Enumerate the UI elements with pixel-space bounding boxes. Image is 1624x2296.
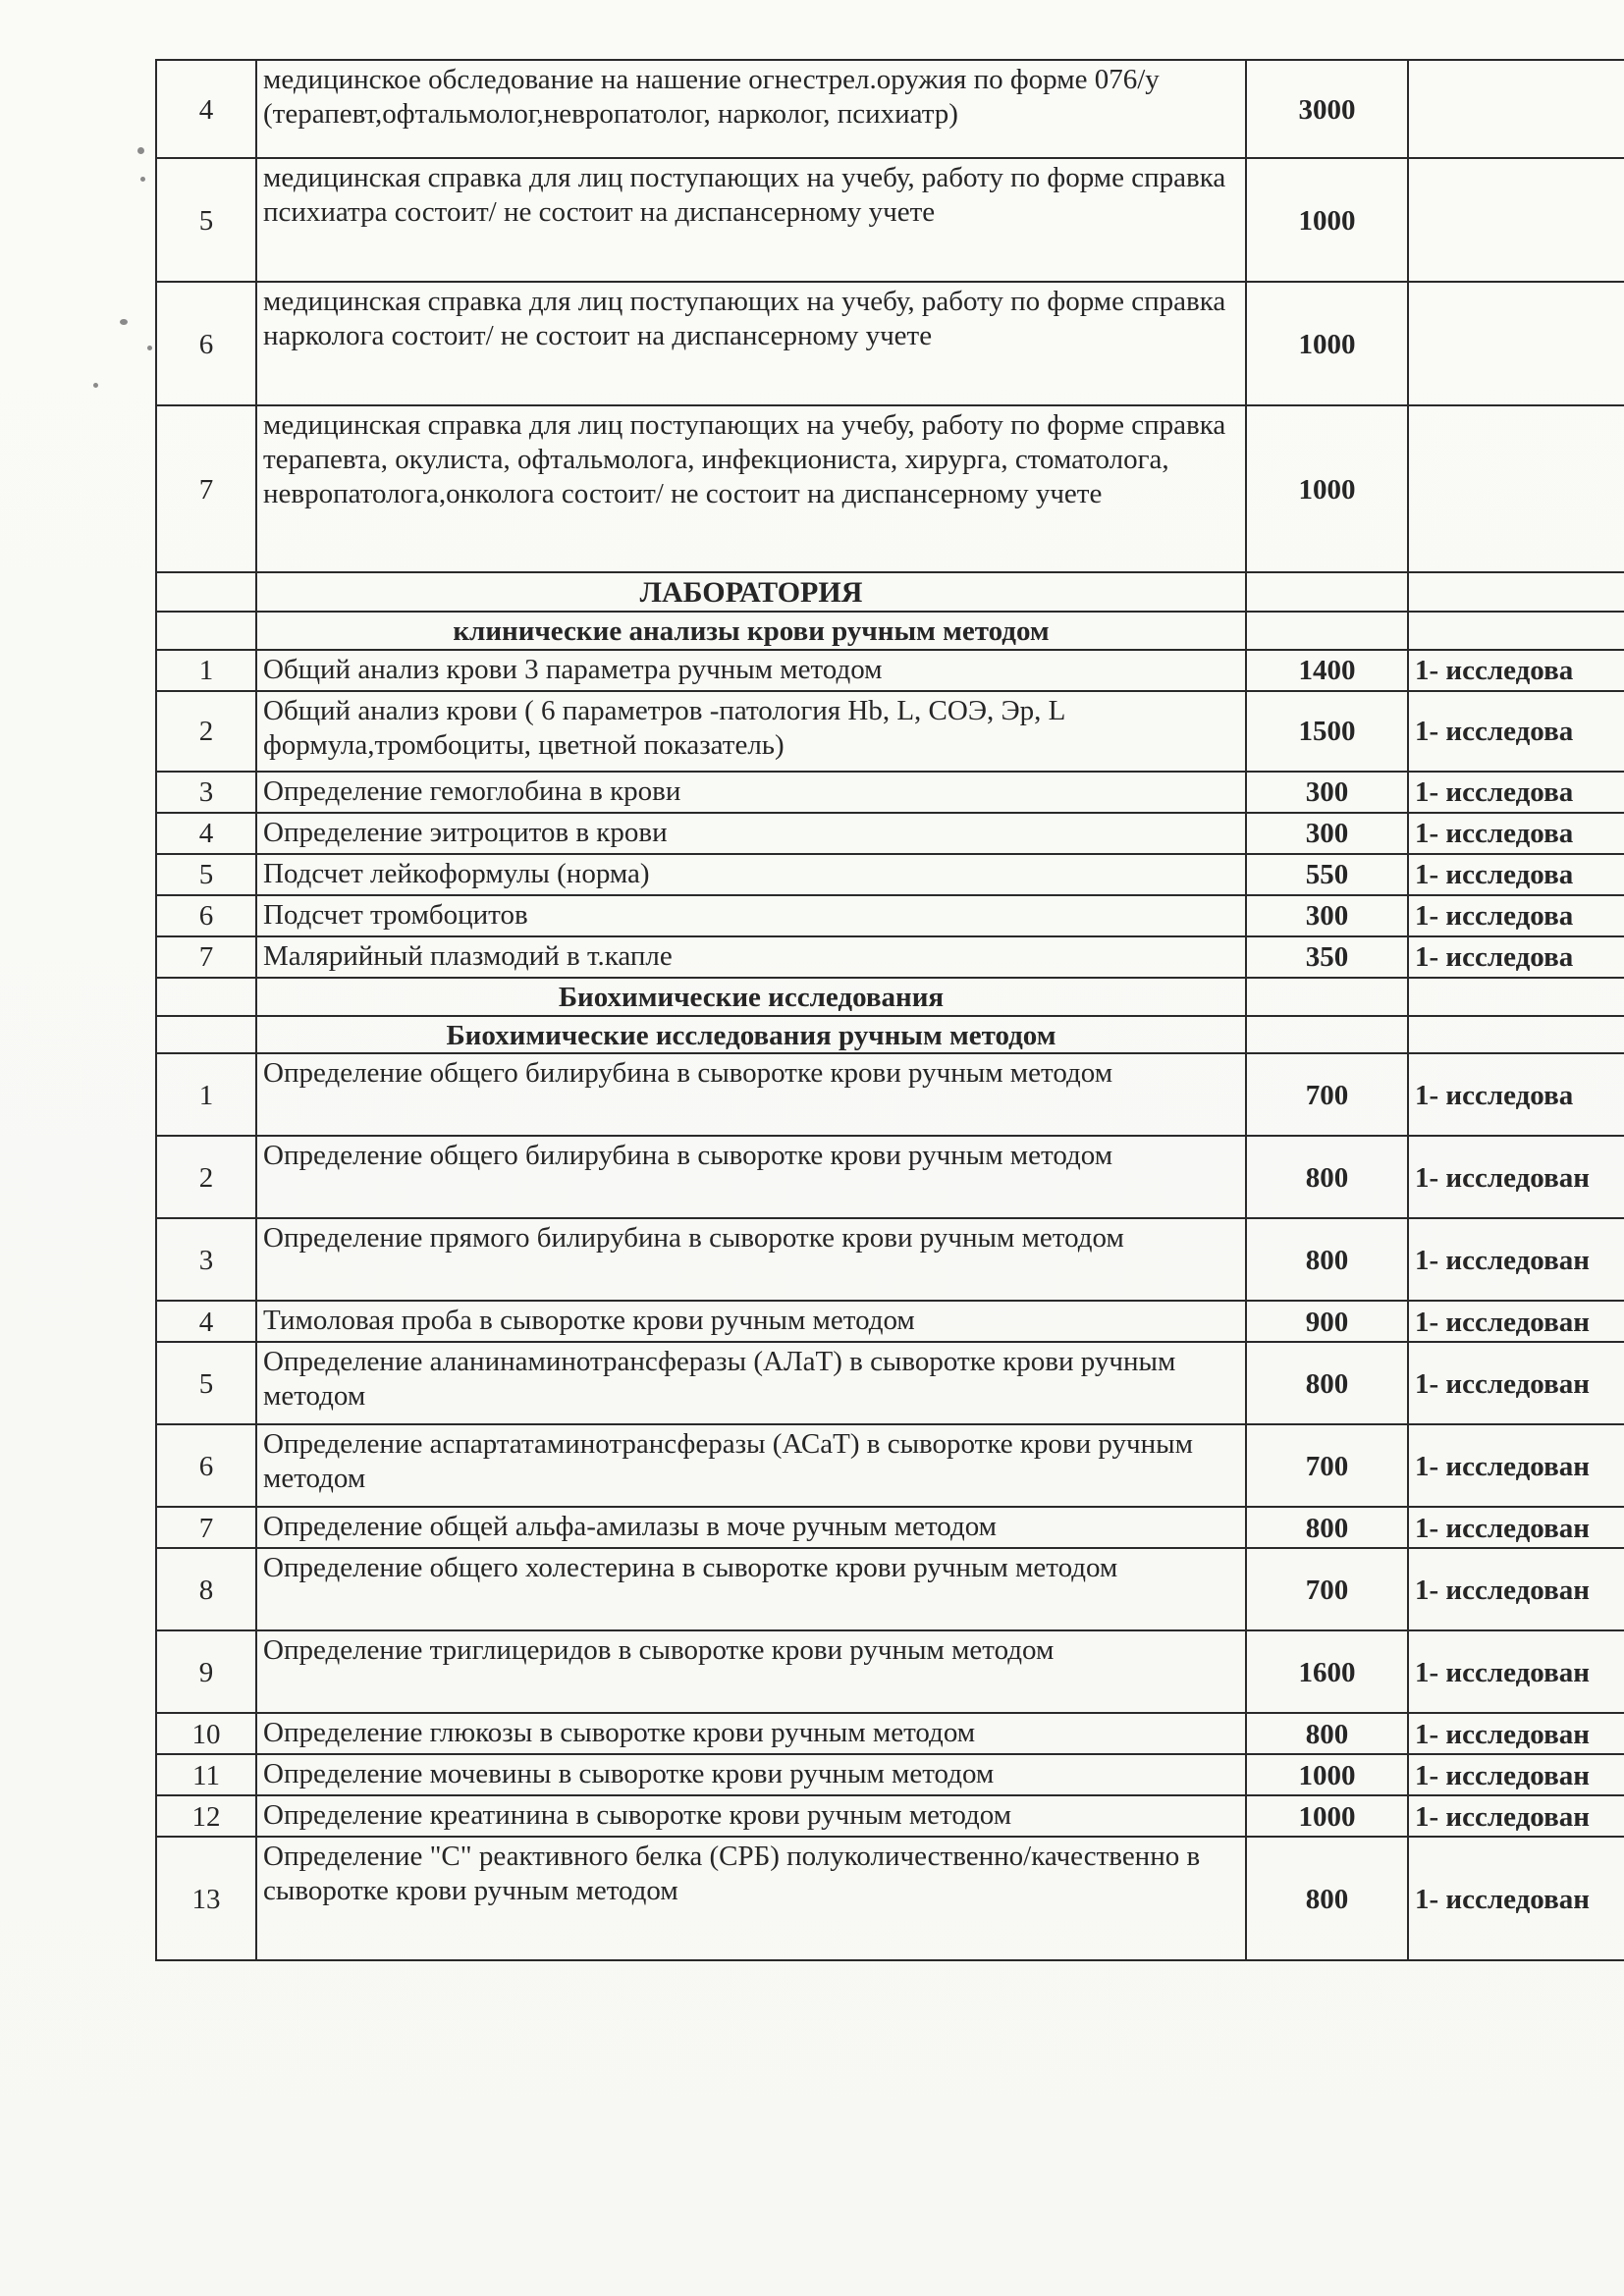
row-number: 6 <box>156 895 256 936</box>
service-price: 700 <box>1246 1424 1408 1507</box>
table-row <box>156 1837 1624 1960</box>
service-price: 300 <box>1246 772 1408 813</box>
service-unit: 1- исследова <box>1408 854 1624 895</box>
table-row <box>156 1795 1624 1837</box>
service-unit <box>1408 1016 1624 1054</box>
service-description: медицинская справка для лиц поступающих на учебу, работу по форме справка терапевта, окулиста, офтальмолога, инфекциониста, хирурга, стоматолога, невропатолога,онколога состоит/ не состоит на диспансерному учете <box>256 405 1246 572</box>
service-unit: 1- исследова <box>1408 936 1624 978</box>
service-description: Определение аланинаминотрансферазы (АЛаТ) в сыворотке крови ручным методом <box>256 1342 1246 1424</box>
service-price <box>1246 1016 1408 1054</box>
service-description: Определение прямого билирубина в сыворотке крови ручным методом <box>256 1218 1246 1301</box>
service-unit <box>1408 60 1624 158</box>
row-number: 5 <box>156 854 256 895</box>
service-unit: 1- исследова <box>1408 813 1624 854</box>
scan-speck <box>140 177 145 182</box>
scan-speck <box>147 346 152 350</box>
table-row <box>156 1218 1624 1301</box>
row-number: 6 <box>156 282 256 405</box>
table-row <box>156 1630 1624 1713</box>
service-description: Определение мочевины в сыворотке крови ручным методом <box>256 1754 1246 1795</box>
section-title: ЛАБОРАТОРИЯ <box>256 572 1246 612</box>
scan-speck <box>120 319 128 325</box>
service-unit <box>1408 405 1624 572</box>
service-price: 1000 <box>1246 282 1408 405</box>
service-unit <box>1408 572 1624 612</box>
row-number: 1 <box>156 1053 256 1136</box>
row-number: 7 <box>156 936 256 978</box>
service-unit: 1- исследова <box>1408 895 1624 936</box>
row-number: 9 <box>156 1630 256 1713</box>
service-price: 900 <box>1246 1301 1408 1342</box>
table-row <box>156 854 1624 895</box>
service-price: 700 <box>1246 1548 1408 1630</box>
row-number <box>156 1016 256 1054</box>
service-unit: 1- исследован <box>1408 1630 1624 1713</box>
subsection-header-row <box>156 612 1624 650</box>
table-row <box>156 282 1624 405</box>
row-number: 6 <box>156 1424 256 1507</box>
service-unit: 1- исследован <box>1408 1548 1624 1630</box>
table-row <box>156 650 1624 691</box>
row-number: 4 <box>156 813 256 854</box>
table-row <box>156 1053 1624 1136</box>
service-description: Определение креатинина в сыворотке крови ручным методом <box>256 1795 1246 1837</box>
service-unit <box>1408 282 1624 405</box>
service-price: 700 <box>1246 1053 1408 1136</box>
service-unit: 1- исследован <box>1408 1301 1624 1342</box>
service-unit: 1- исследован <box>1408 1218 1624 1301</box>
service-price: 350 <box>1246 936 1408 978</box>
service-price: 1600 <box>1246 1630 1408 1713</box>
scan-speck <box>137 147 144 154</box>
service-description: Определение общего билирубина в сыворотке крови ручным методом <box>256 1136 1246 1218</box>
subsection-title: Биохимические исследования <box>256 978 1246 1016</box>
row-number: 4 <box>156 1301 256 1342</box>
service-description: Общий анализ крови 3 параметра ручным методом <box>256 650 1246 691</box>
service-unit: 1- исследован <box>1408 1342 1624 1424</box>
row-number <box>156 978 256 1016</box>
service-unit: 1- исследова <box>1408 691 1624 772</box>
service-unit: 1- исследован <box>1408 1136 1624 1218</box>
service-unit: 1- исследован <box>1408 1754 1624 1795</box>
subsection-title: Биохимические исследования ручным методом <box>256 1016 1246 1054</box>
service-price: 1000 <box>1246 1795 1408 1837</box>
row-number: 3 <box>156 772 256 813</box>
service-unit: 1- исследован <box>1408 1795 1624 1837</box>
table-row <box>156 1548 1624 1630</box>
row-number <box>156 612 256 650</box>
section-header-row <box>156 572 1624 612</box>
service-unit <box>1408 612 1624 650</box>
service-description: медицинское обследование на нашение огнестрел.оружия по форме 076/у (терапевт,офтальмолог,невропатолог, нарколог, психиатр) <box>256 60 1246 158</box>
table-row <box>156 895 1624 936</box>
service-description: медицинская справка для лиц поступающих на учебу, работу по форме справка нарколога состоит/ не состоит на диспансерному учете <box>256 282 1246 405</box>
service-price: 1000 <box>1246 405 1408 572</box>
table-row <box>156 1301 1624 1342</box>
table-row <box>156 1507 1624 1548</box>
service-price: 550 <box>1246 854 1408 895</box>
service-description: Определение глюкозы в сыворотке крови ручным методом <box>256 1713 1246 1754</box>
service-description: Определение общей альфа-амилазы в моче ручным методом <box>256 1507 1246 1548</box>
row-number: 8 <box>156 1548 256 1630</box>
service-price: 3000 <box>1246 60 1408 158</box>
service-unit: 1- исследован <box>1408 1713 1624 1754</box>
service-unit: 1- исследова <box>1408 772 1624 813</box>
row-number: 11 <box>156 1754 256 1795</box>
table-row <box>156 60 1624 158</box>
service-description: Общий анализ крови ( 6 параметров -патология Hb, L, СОЭ, Эр, L формула,тромбоциты, цветной показатель) <box>256 691 1246 772</box>
service-price: 800 <box>1246 1136 1408 1218</box>
service-unit <box>1408 158 1624 282</box>
subsection-title: клинические анализы крови ручным методом <box>256 612 1246 650</box>
service-price <box>1246 612 1408 650</box>
scan-speck <box>93 383 98 388</box>
service-unit: 1- исследова <box>1408 650 1624 691</box>
row-number: 5 <box>156 158 256 282</box>
subsection-header-row <box>156 1016 1624 1054</box>
table-row <box>156 813 1624 854</box>
row-number: 4 <box>156 60 256 158</box>
table-row <box>156 1424 1624 1507</box>
service-description: Определение гемоглобина в крови <box>256 772 1246 813</box>
service-description: Определение общего билирубина в сыворотке крови ручным методом <box>256 1053 1246 1136</box>
service-price: 1400 <box>1246 650 1408 691</box>
service-description: медицинская справка для лиц поступающих на учебу, работу по форме справка психиатра состоит/ не состоит на диспансерному учете <box>256 158 1246 282</box>
service-description: Тимоловая проба в сыворотке крови ручным методом <box>256 1301 1246 1342</box>
table-row <box>156 1136 1624 1218</box>
service-price <box>1246 978 1408 1016</box>
row-number: 5 <box>156 1342 256 1424</box>
row-number: 1 <box>156 650 256 691</box>
table-row <box>156 405 1624 572</box>
service-unit: 1- исследован <box>1408 1507 1624 1548</box>
row-number: 3 <box>156 1218 256 1301</box>
row-number: 13 <box>156 1837 256 1960</box>
row-number: 12 <box>156 1795 256 1837</box>
service-price <box>1246 572 1408 612</box>
row-number: 2 <box>156 1136 256 1218</box>
table-row <box>156 772 1624 813</box>
service-unit <box>1408 978 1624 1016</box>
row-number: 10 <box>156 1713 256 1754</box>
row-number <box>156 572 256 612</box>
service-description: Подсчет лейкоформулы (норма) <box>256 854 1246 895</box>
service-description: Определение "С" реактивного белка (СРБ) полуколичественно/качественно в сыворотке крови ручным методом <box>256 1837 1246 1960</box>
table-row <box>156 936 1624 978</box>
subsection-header-row <box>156 978 1624 1016</box>
service-price: 300 <box>1246 813 1408 854</box>
service-description: Определение общего холестерина в сыворотке крови ручным методом <box>256 1548 1246 1630</box>
service-description: Подсчет тромбоцитов <box>256 895 1246 936</box>
row-number: 7 <box>156 405 256 572</box>
row-number: 2 <box>156 691 256 772</box>
table-row <box>156 158 1624 282</box>
service-price: 800 <box>1246 1218 1408 1301</box>
service-price: 1000 <box>1246 158 1408 282</box>
row-number: 7 <box>156 1507 256 1548</box>
service-price: 300 <box>1246 895 1408 936</box>
service-price: 1500 <box>1246 691 1408 772</box>
service-price: 800 <box>1246 1342 1408 1424</box>
service-description: Определение эитроцитов в крови <box>256 813 1246 854</box>
service-price: 800 <box>1246 1837 1408 1960</box>
service-price: 1000 <box>1246 1754 1408 1795</box>
service-description: Малярийный плазмодий в т.капле <box>256 936 1246 978</box>
service-description: Определение триглицеридов в сыворотке крови ручным методом <box>256 1630 1246 1713</box>
service-unit: 1- исследован <box>1408 1424 1624 1507</box>
service-price: 800 <box>1246 1713 1408 1754</box>
service-description: Определение аспартатаминотрансферазы (АСаТ) в сыворотке крови ручным методом <box>256 1424 1246 1507</box>
price-list-table <box>155 59 1624 1961</box>
price-list-body <box>156 60 1624 1960</box>
service-unit: 1- исследован <box>1408 1837 1624 1960</box>
table-row <box>156 691 1624 772</box>
table-row <box>156 1754 1624 1795</box>
service-price: 800 <box>1246 1507 1408 1548</box>
table-row <box>156 1342 1624 1424</box>
service-unit: 1- исследова <box>1408 1053 1624 1136</box>
table-row <box>156 1713 1624 1754</box>
